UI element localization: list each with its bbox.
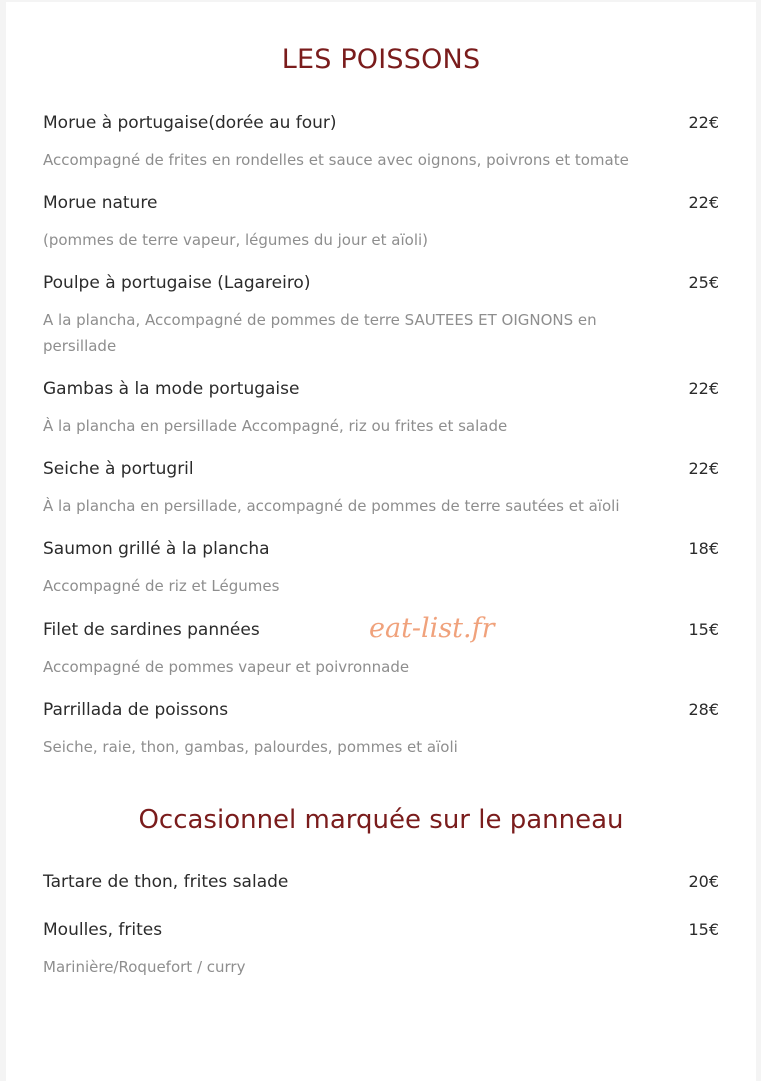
item-description: (pommes de terre vapeur, légumes du jour et aïoli) bbox=[43, 231, 429, 249]
item-description: Marinière/Roquefort / curry bbox=[43, 958, 246, 976]
item-price: 15€ bbox=[688, 920, 719, 939]
item-price: 22€ bbox=[688, 193, 719, 212]
item-price: 18€ bbox=[688, 539, 719, 558]
item-price: 28€ bbox=[688, 700, 719, 719]
item-description: Accompagné de pommes vapeur et poivronnade bbox=[43, 658, 410, 676]
item-description: Accompagné de frites en rondelles et sauce avec oignons, poivrons et tomate bbox=[43, 151, 629, 169]
item-name: Moulles, frites bbox=[43, 920, 163, 940]
watermark: eat-list.fr bbox=[369, 613, 495, 644]
item-name: Tartare de thon, frites salade bbox=[43, 872, 289, 892]
section-title-poissons: LES POISSONS bbox=[281, 44, 481, 75]
item-price: 25€ bbox=[688, 273, 719, 292]
item-name: Morue à portugaise(dorée au four) bbox=[43, 113, 337, 133]
item-name: Gambas à la mode portugaise bbox=[43, 379, 300, 399]
item-price: 22€ bbox=[688, 113, 719, 132]
item-name: Saumon grillé à la plancha bbox=[43, 539, 270, 559]
item-name: Seiche à portugril bbox=[43, 459, 194, 479]
item-description: A la plancha, Accompagné de pommes de terre SAUTEES ET OIGNONS en persillade bbox=[43, 311, 597, 355]
item-name: Poulpe à portugaise (Lagareiro) bbox=[43, 273, 311, 293]
menu-page bbox=[6, 2, 756, 1081]
item-description: Seiche, raie, thon, gambas, palourdes, pommes et aïoli bbox=[43, 738, 458, 756]
item-price: 22€ bbox=[688, 379, 719, 398]
item-name: Filet de sardines pannées bbox=[43, 620, 260, 640]
section-title-occasionnel: Occasionnel marquée sur le panneau bbox=[138, 805, 624, 835]
item-name: Morue nature bbox=[43, 193, 158, 213]
item-description: Accompagné de riz et Légumes bbox=[43, 577, 280, 595]
item-price: 22€ bbox=[688, 459, 719, 478]
item-description: À la plancha en persillade Accompagné, riz ou frites et salade bbox=[43, 417, 508, 435]
item-name: Parrillada de poissons bbox=[43, 700, 229, 720]
item-price: 20€ bbox=[688, 872, 719, 891]
item-description: À la plancha en persillade, accompagné de pommes de terre sautées et aïoli bbox=[43, 497, 620, 515]
item-price: 15€ bbox=[688, 620, 719, 639]
